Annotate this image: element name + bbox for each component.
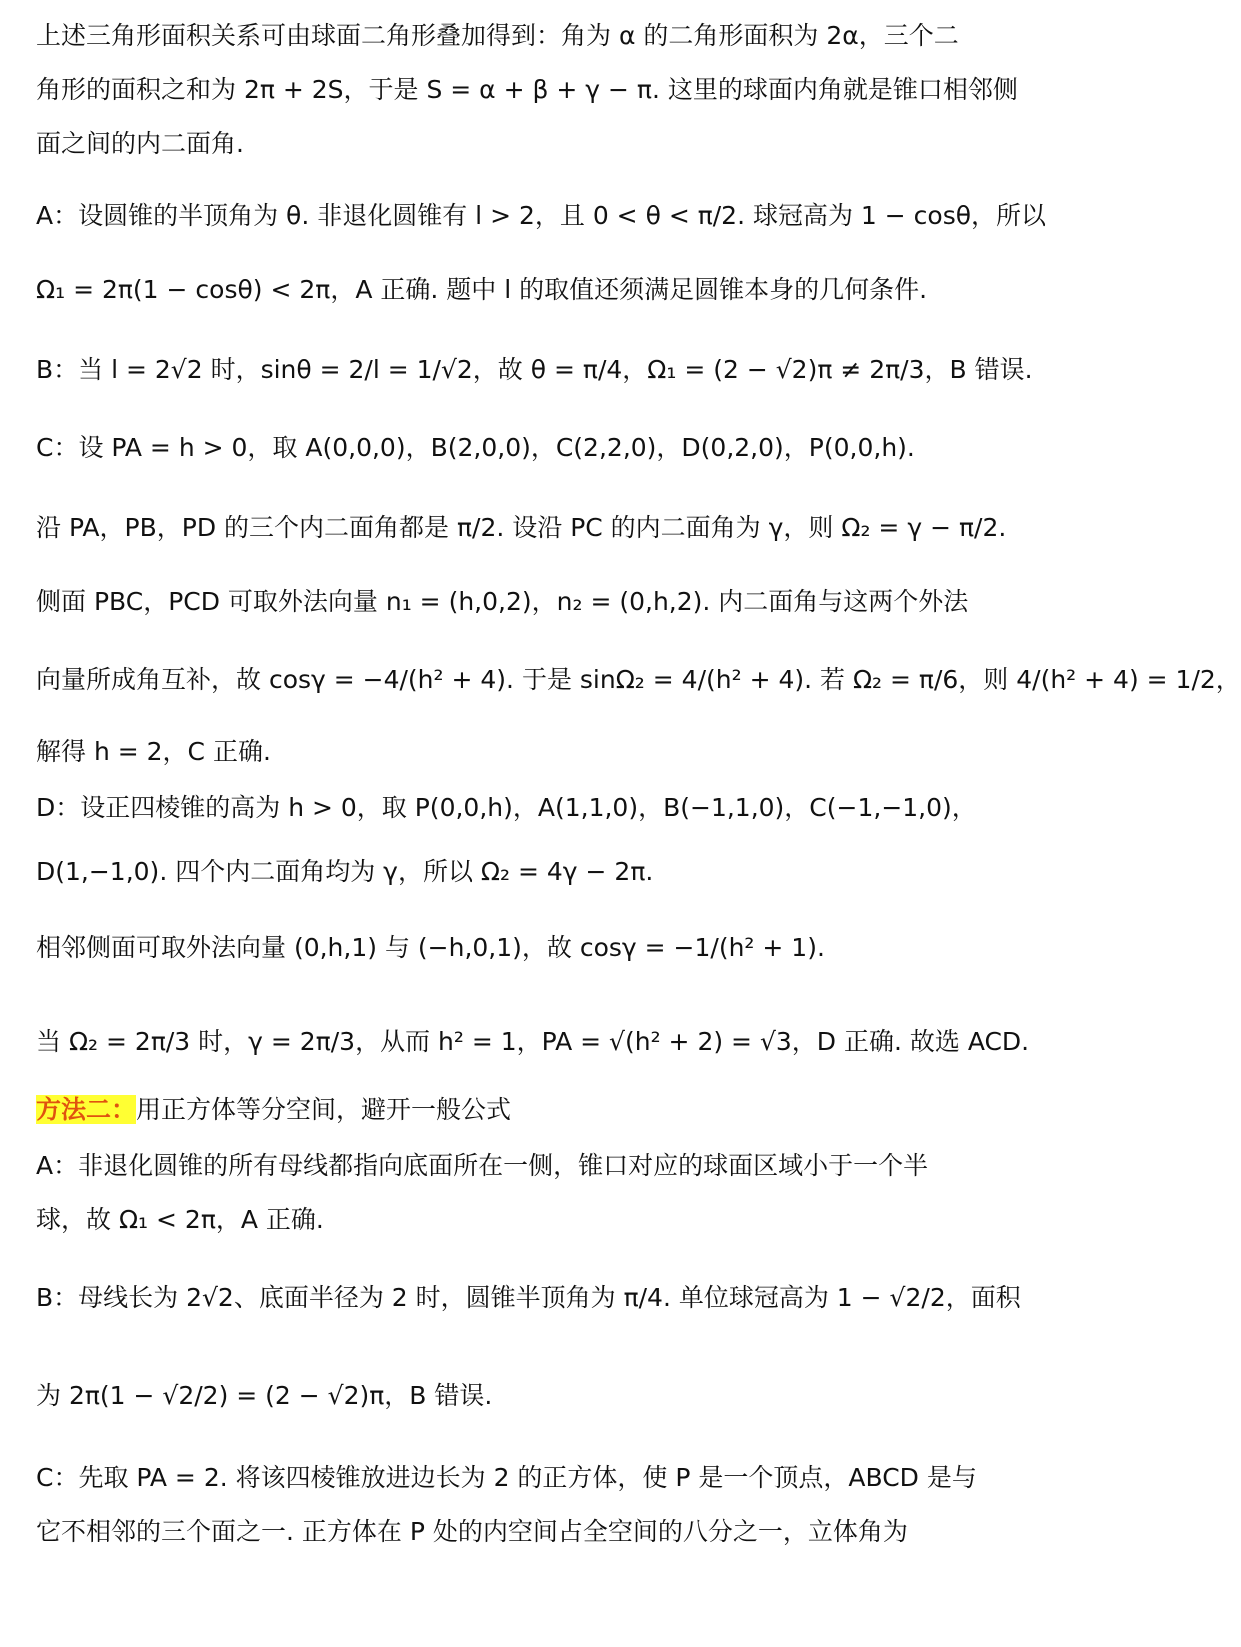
method-two-title: 用正方体等分空间，避开一般公式	[136, 1095, 512, 1124]
text-line-3: 面之间的内二面角.	[36, 129, 244, 158]
text-line-8: 沿 PA，PB，PD 的三个内二面角都是 π/2. 设沿 PC 的内二面角为 γ，则 Ω₂ = γ − π/2.	[36, 513, 1007, 542]
text-line-6: B：当 l = 2√2 时，sinθ = 2/l = 1/√2，故 θ = π/4，Ω₁ = (2 − √2)π ≠ 2π/3，B 错误.	[36, 355, 1033, 384]
text-line-9: 侧面 PBC，PCD 可取外法向量 n₁ = (h,0,2)，n₂ = (0,h,2). 内二面角与这两个外法	[36, 587, 969, 616]
method-two-label: 方法二：	[36, 1095, 137, 1124]
method-two-heading	[36, 1090, 1070, 1130]
text-line-17: 球，故 Ω₁ < 2π，A 正确.	[36, 1205, 324, 1234]
text-line-13: D(1,−1,0). 四个内二面角均为 γ，所以 Ω₂ = 4γ − 2π.	[36, 857, 654, 886]
text-line-18: B：母线长为 2√2、底面半径为 2 时，圆锥半顶角为 π/4. 单位球冠高为 1 − √2/2，面积	[36, 1283, 1021, 1312]
text-line-12: D：设正四棱锥的高为 h > 0，取 P(0,0,h)，A(1,1,0)，B(−1,1,0)，C(−1,−1,0)，	[36, 793, 977, 822]
text-line-15: 当 Ω₂ = 2π/3 时，γ = 2π/3，从而 h² = 1，PA = √(h² + 2) = √3，D 正确. 故选 ACD.	[36, 1027, 1030, 1056]
text-line-21: 它不相邻的三个面之一. 正方体在 P 处的内空间占全空间的八分之一，立体角为	[36, 1517, 908, 1546]
text-line-10: 向量所成角互补，故 cosγ = −4/(h² + 4). 于是 sinΩ₂ = 4/(h² + 4). 若 Ω₂ = π/6，则 4/(h² + 4) = 1/2，	[36, 665, 1241, 694]
text-line-14: 相邻侧面可取外法向量 (0,h,1) 与 (−h,0,1)，故 cosγ = −1/(h² + 1).	[36, 933, 825, 962]
text-line-7: C：设 PA = h > 0，取 A(0,0,0)，B(2,0,0)，C(2,2,0)，D(0,2,0)，P(0,0,h).	[36, 433, 915, 462]
text-line-19: 为 2π(1 − √2/2) = (2 − √2)π，B 错误.	[36, 1381, 493, 1410]
text-line-20: C：先取 PA = 2. 将该四棱锥放进边长为 2 的正方体，使 P 是一个顶点，ABCD 是与	[36, 1463, 977, 1492]
text-line-2: 角形的面积之和为 2π + 2S，于是 S = α + β + γ − π. 这里的球面内角就是锥口相邻侧	[36, 75, 1018, 104]
text-line-1: 上述三角形面积关系可由球面二角形叠加得到：角为 α 的二角形面积为 2α，三个二	[36, 21, 959, 50]
text-line-16: A：非退化圆锥的所有母线都指向底面所在一侧，锥口对应的球面区域小于一个半	[36, 1151, 929, 1180]
text-line-5: Ω₁ = 2π(1 − cosθ) < 2π，A 正确. 题中 l 的取值还须满足圆锥本身的几何条件.	[36, 275, 928, 304]
text-line-4: A：设圆锥的半顶角为 θ. 非退化圆锥有 l > 2，且 0 < θ < π/2. 球冠高为 1 − cosθ，所以	[36, 201, 1047, 230]
text-line-11: 解得 h = 2，C 正确.	[36, 737, 271, 766]
